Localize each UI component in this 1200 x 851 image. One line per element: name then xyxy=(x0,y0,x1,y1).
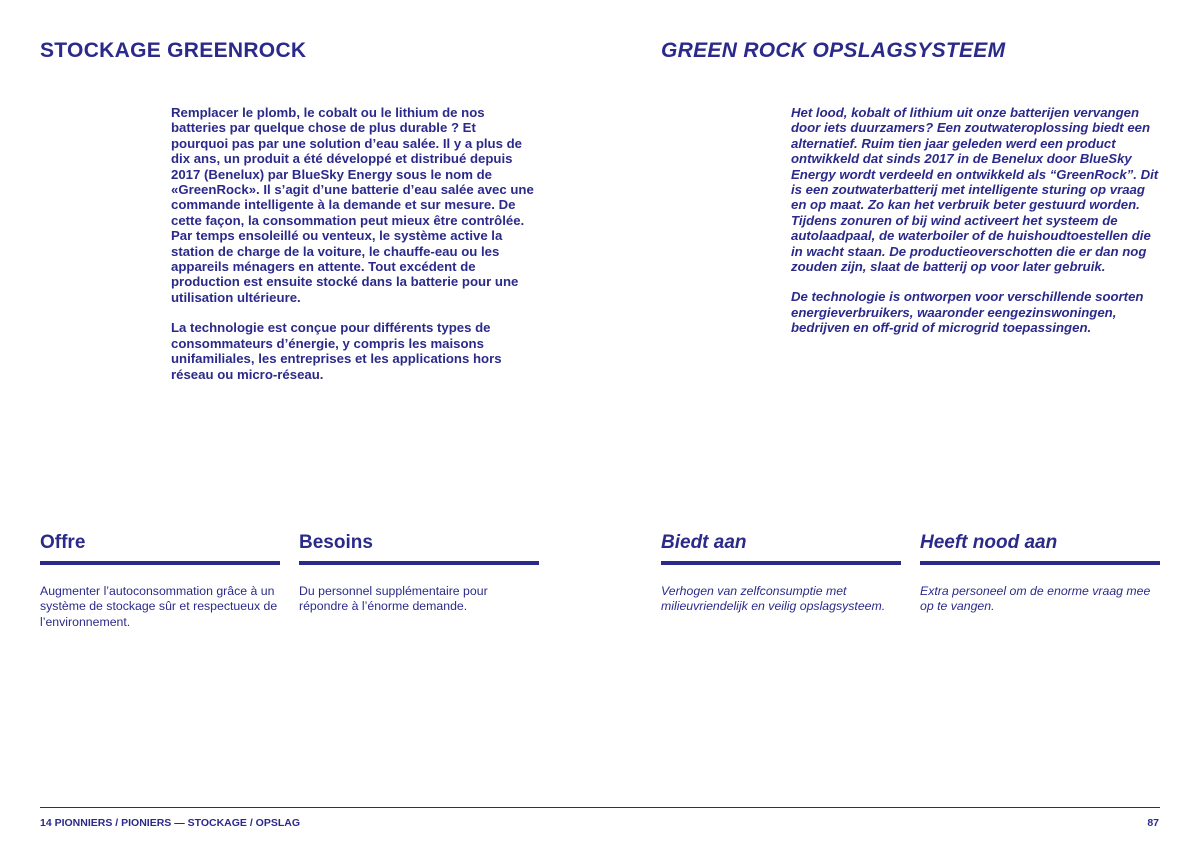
biedt-aan-divider xyxy=(661,561,901,565)
offre-heading-block xyxy=(40,532,280,565)
right-body xyxy=(791,105,1163,351)
right-page-title: GREEN ROCK OPSLAGSYSTEEM xyxy=(661,39,1006,62)
page-number: 87 xyxy=(1147,817,1159,829)
footer-divider xyxy=(40,807,1160,808)
left-paragraph-2: La technologie est conçue pour différents types de consommateurs d’énergie, y compris les maisons unifamiliales, les entreprises et les applications hors réseau ou micro-réseau. xyxy=(171,320,502,382)
besoins-divider xyxy=(299,561,539,565)
offre-text: Augmenter l’autoconsommation grâce à un système de stockage sûr et respectueux de l’environnement. xyxy=(40,584,278,629)
left-paragraph-1: Remplacer le plomb, le cobalt ou le lithium de nos batteries par quelque chose de plus durable ? Et pourquoi pas par une solution d’eau salée. Il y a plus de dix ans, un produit a été développé et distribué depuis 2017 (Benelux) par BlueSky Energy sous le nom de «GreenRock». Il s’agit d’une batterie d’eau salée avec une commande intelligente à la demande et sur mesure. De cette façon, la consommation peut mieux être contrôlée. Par temps ensoleillé ou venteux, le système active la station de charge de la voiture, le chauffe-eau ou les appareils ménagers en attente. Tout excédent de production est ensuite stocké dans la batterie pour une utilisation ultérieure. xyxy=(171,105,534,305)
offre-heading: Offre xyxy=(40,532,86,553)
besoins-heading-block xyxy=(299,532,539,565)
right-paragraph-1: Het lood, kobalt of lithium uit onze batterijen vervangen door iets duurzamers? Een zoutwateroplossing biedt een alternatief. Ruim tien jaar geleden werd een product ontwikkeld dat sinds 2017 in de Benelux door BlueSky Energy wordt verdeeld en ontwikkeld als “GreenRock”. Dit is een zoutwaterbatterij met intelligente sturing op vraag en op maat. Zo kan het verbruik beter gestuurd worden. Tijdens zonuren of bij wind activeert het systeem de autolaadpaal, de waterboiler of de huishoudtoestellen die in wacht staan. De productieoverschotten die er dan nog zouden zijn, slaat de batterij op voor later gebruik. xyxy=(791,105,1159,275)
offre-divider xyxy=(40,561,280,565)
heeft-nood-aan-text: Extra personeel om de enorme vraag mee op te vangen. xyxy=(920,584,1151,614)
heeft-nood-aan-divider xyxy=(920,561,1160,565)
besoins-heading: Besoins xyxy=(299,532,373,553)
biedt-aan-heading: Biedt aan xyxy=(661,532,747,553)
biedt-aan-heading-block xyxy=(661,532,901,565)
biedt-aan-text: Verhogen van zelfconsumptie met milieuvriendelijk en veilig opslagsysteem. xyxy=(661,584,886,614)
heeft-nood-aan-heading: Heeft nood aan xyxy=(920,532,1058,553)
left-page-title: STOCKAGE GREENROCK xyxy=(40,39,307,62)
right-paragraph-2: De technologie is ontworpen voor verschillende soorten energieverbruikers, waaronder eengezinswoningen, bedrijven en off-grid of microgrid toepassingen. xyxy=(791,289,1144,336)
footer-section-label: 14 PIONNIERS / PIONIERS — STOCKAGE / OPSLAG xyxy=(40,817,301,829)
left-body xyxy=(171,105,535,397)
besoins-text: Du personnel supplémentaire pour répondre à l’énorme demande. xyxy=(299,584,488,614)
heeft-nood-aan-heading-block xyxy=(920,532,1160,565)
